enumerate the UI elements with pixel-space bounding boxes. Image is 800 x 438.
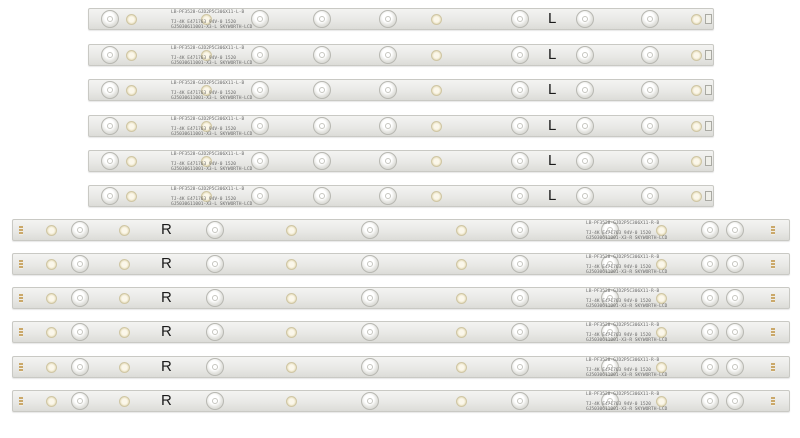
right-led-strip <box>12 219 790 241</box>
strip-part-text: GJ5030611001-X3-L SKYWORTH-LCD <box>171 132 253 137</box>
led-lens <box>251 117 269 135</box>
led-chip <box>456 327 467 338</box>
strip-part-text: GJ5030611001-X3-R SKYWORTH-LCD <box>586 373 668 378</box>
led-lens <box>379 117 397 135</box>
side-letter-r: R <box>161 358 172 375</box>
led-lens <box>641 152 659 170</box>
led-chip <box>656 293 667 304</box>
led-chip <box>46 327 57 338</box>
strip-connector <box>705 50 712 60</box>
led-chip <box>46 259 57 270</box>
led-chip <box>126 121 137 132</box>
left-led-strip <box>88 44 714 66</box>
led-lens <box>511 46 529 64</box>
strip-batch-text: TJ-4K E471763 94V-0 1520 <box>171 56 237 61</box>
led-lens <box>251 10 269 28</box>
led-chip <box>431 85 442 96</box>
led-lens <box>511 255 529 273</box>
led-chip <box>456 362 467 373</box>
led-lens <box>726 221 744 239</box>
strip-model-text: LB-PF3528-GJD2P5C306X11-L-B <box>171 10 245 15</box>
side-letter-l: L <box>548 187 557 204</box>
led-chip <box>46 362 57 373</box>
led-lens <box>726 392 744 410</box>
led-lens <box>641 187 659 205</box>
led-lens <box>251 152 269 170</box>
strip-part-text: GJ5030611001-X3-R SKYWORTH-LCD <box>586 407 668 412</box>
strip-model-text: LB-PF3528-GJD2P5C306X11-L-B <box>171 117 245 122</box>
led-lens <box>511 187 529 205</box>
strip-model-text: LB-PF3528-GJD2P5C306X11-R-B <box>586 323 660 328</box>
left-led-strip <box>88 8 714 30</box>
led-lens <box>641 81 659 99</box>
solder-pads <box>19 260 23 269</box>
solder-pads <box>19 294 23 303</box>
led-lens <box>71 358 89 376</box>
led-chip <box>656 327 667 338</box>
led-chip <box>46 396 57 407</box>
led-lens <box>71 323 89 341</box>
strip-model-text: LB-PF3528-GJD2P5C306X11-L-B <box>171 81 245 86</box>
led-chip <box>286 396 297 407</box>
strip-batch-text: TJ-4K E471763 94V-0 1520 <box>171 91 237 96</box>
led-lens <box>361 323 379 341</box>
solder-pads <box>771 226 775 235</box>
led-lens <box>313 81 331 99</box>
side-letter-r: R <box>161 221 172 238</box>
strip-part-text: GJ5030611001-X3-R SKYWORTH-LCD <box>586 338 668 343</box>
led-lens <box>576 81 594 99</box>
strip-part-text: GJ5030611001-X3-R SKYWORTH-LCD <box>586 270 668 275</box>
strip-connector <box>705 191 712 201</box>
solder-pads <box>19 363 23 372</box>
side-letter-l: L <box>548 46 557 63</box>
strip-part-text: GJ5030611001-X3-R SKYWORTH-LCD <box>586 236 668 241</box>
led-chip <box>691 156 702 167</box>
strip-batch-text: TJ-4K E471763 94V-0 1520 <box>586 299 652 304</box>
side-letter-r: R <box>161 392 172 409</box>
led-chip <box>456 225 467 236</box>
left-led-strip <box>88 115 714 137</box>
led-lens <box>313 46 331 64</box>
side-letter-l: L <box>548 117 557 134</box>
led-lens <box>313 117 331 135</box>
led-lens <box>379 187 397 205</box>
led-chip <box>431 191 442 202</box>
strip-model-text: LB-PF3528-GJD2P5C306X11-R-B <box>586 289 660 294</box>
strip-batch-text: TJ-4K E471763 94V-0 1520 <box>586 402 652 407</box>
led-lens <box>206 392 224 410</box>
led-lens <box>101 10 119 28</box>
led-lens <box>641 117 659 135</box>
led-lens <box>71 392 89 410</box>
strip-model-text: LB-PF3528-GJD2P5C306X11-L-B <box>171 152 245 157</box>
led-lens <box>251 187 269 205</box>
led-lens <box>361 289 379 307</box>
led-lens <box>511 358 529 376</box>
strip-part-text: GJ5030611001-X3-L SKYWORTH-LCD <box>171 25 253 30</box>
led-chip <box>126 14 137 25</box>
led-lens <box>361 255 379 273</box>
led-chip <box>119 293 130 304</box>
strip-batch-text: TJ-4K E471763 94V-0 1520 <box>586 265 652 270</box>
led-chip <box>119 259 130 270</box>
strip-part-text: GJ5030611001-X3-R SKYWORTH-LCD <box>586 304 668 309</box>
led-lens <box>726 358 744 376</box>
strip-part-text: GJ5030611001-X3-L SKYWORTH-LCD <box>171 202 253 207</box>
solder-pads <box>19 226 23 235</box>
right-led-strip <box>12 287 790 309</box>
solder-pads <box>19 397 23 406</box>
strip-batch-text: TJ-4K E471763 94V-0 1520 <box>586 368 652 373</box>
led-chip <box>286 293 297 304</box>
led-lens <box>576 152 594 170</box>
led-lens <box>701 323 719 341</box>
strip-model-text: LB-PF3528-GJD2P5C306X11-L-B <box>171 187 245 192</box>
led-chip <box>691 121 702 132</box>
led-lens <box>361 221 379 239</box>
side-letter-r: R <box>161 255 172 272</box>
strip-batch-text: TJ-4K E471763 94V-0 1520 <box>171 197 237 202</box>
led-lens <box>361 358 379 376</box>
led-lens <box>576 187 594 205</box>
strip-part-text: GJ5030611001-X3-L SKYWORTH-LCD <box>171 61 253 66</box>
led-chip <box>126 50 137 61</box>
led-chip <box>431 156 442 167</box>
led-lens <box>313 152 331 170</box>
solder-pads <box>771 260 775 269</box>
strip-batch-text: TJ-4K E471763 94V-0 1520 <box>171 162 237 167</box>
led-lens <box>71 289 89 307</box>
led-lens <box>206 255 224 273</box>
led-lens <box>701 221 719 239</box>
side-letter-l: L <box>548 10 557 27</box>
led-lens <box>379 152 397 170</box>
led-chip <box>126 85 137 96</box>
led-lens <box>71 255 89 273</box>
side-letter-r: R <box>161 289 172 306</box>
strip-model-text: LB-PF3528-GJD2P5C306X11-R-B <box>586 255 660 260</box>
strip-batch-text: TJ-4K E471763 94V-0 1520 <box>171 20 237 25</box>
strip-connector <box>705 14 712 24</box>
right-led-strip <box>12 321 790 343</box>
led-chip <box>126 156 137 167</box>
led-lens <box>361 392 379 410</box>
side-letter-l: L <box>548 152 557 169</box>
strip-batch-text: TJ-4K E471763 94V-0 1520 <box>586 333 652 338</box>
led-chip <box>456 396 467 407</box>
led-lens <box>511 323 529 341</box>
led-lens <box>701 289 719 307</box>
led-lens <box>313 187 331 205</box>
strip-model-text: LB-PF3528-GJD2P5C306X11-R-B <box>586 221 660 226</box>
left-led-strip <box>88 185 714 207</box>
led-chip <box>456 259 467 270</box>
led-lens <box>511 392 529 410</box>
solder-pads <box>771 294 775 303</box>
led-chip <box>656 362 667 373</box>
led-chip <box>656 396 667 407</box>
led-lens <box>251 46 269 64</box>
led-lens <box>101 187 119 205</box>
side-letter-r: R <box>161 323 172 340</box>
led-lens <box>641 10 659 28</box>
led-lens <box>206 358 224 376</box>
led-lens <box>511 81 529 99</box>
led-lens <box>206 289 224 307</box>
right-led-strip <box>12 253 790 275</box>
led-lens <box>576 46 594 64</box>
led-chip <box>431 50 442 61</box>
led-chip <box>286 362 297 373</box>
strip-batch-text: TJ-4K E471763 94V-0 1520 <box>171 127 237 132</box>
strip-part-text: GJ5030611001-X3-L SKYWORTH-LCD <box>171 96 253 101</box>
led-lens <box>101 152 119 170</box>
led-lens <box>641 46 659 64</box>
led-chip <box>119 327 130 338</box>
led-lens <box>379 81 397 99</box>
led-lens <box>576 10 594 28</box>
led-lens <box>206 323 224 341</box>
led-lens <box>313 10 331 28</box>
solder-pads <box>771 363 775 372</box>
led-lens <box>511 10 529 28</box>
led-lens <box>726 323 744 341</box>
led-chip <box>691 14 702 25</box>
side-letter-l: L <box>548 81 557 98</box>
strip-batch-text: TJ-4K E471763 94V-0 1520 <box>586 231 652 236</box>
led-lens <box>511 152 529 170</box>
led-lens <box>206 221 224 239</box>
strip-model-text: LB-PF3528-GJD2P5C306X11-R-B <box>586 392 660 397</box>
led-lens <box>701 255 719 273</box>
led-chip <box>456 293 467 304</box>
strip-part-text: GJ5030611001-X3-L SKYWORTH-LCD <box>171 167 253 172</box>
led-chip <box>431 14 442 25</box>
led-lens <box>379 10 397 28</box>
led-chip <box>119 396 130 407</box>
led-lens <box>726 289 744 307</box>
solder-pads <box>771 328 775 337</box>
led-chip <box>286 327 297 338</box>
strip-model-text: LB-PF3528-GJD2P5C306X11-L-B <box>171 46 245 51</box>
left-led-strip <box>88 150 714 172</box>
strip-connector <box>705 85 712 95</box>
solder-pads <box>771 397 775 406</box>
led-lens <box>71 221 89 239</box>
led-lens <box>251 81 269 99</box>
led-lens <box>511 221 529 239</box>
led-chip <box>431 121 442 132</box>
led-lens <box>511 289 529 307</box>
strip-connector <box>705 156 712 166</box>
strip-model-text: LB-PF3528-GJD2P5C306X11-R-B <box>586 358 660 363</box>
led-chip <box>656 259 667 270</box>
led-chip <box>691 50 702 61</box>
led-lens <box>101 81 119 99</box>
strip-connector <box>705 121 712 131</box>
led-lens <box>701 358 719 376</box>
led-chip <box>119 225 130 236</box>
led-lens <box>379 46 397 64</box>
right-led-strip <box>12 390 790 412</box>
led-chip <box>286 225 297 236</box>
led-lens <box>701 392 719 410</box>
led-chip <box>46 293 57 304</box>
led-chip <box>119 362 130 373</box>
led-chip <box>691 191 702 202</box>
led-lens <box>101 46 119 64</box>
led-lens <box>511 117 529 135</box>
led-lens <box>726 255 744 273</box>
led-chip <box>691 85 702 96</box>
led-lens <box>101 117 119 135</box>
solder-pads <box>19 328 23 337</box>
led-chip <box>656 225 667 236</box>
right-led-strip <box>12 356 790 378</box>
led-lens <box>576 117 594 135</box>
led-chip <box>286 259 297 270</box>
led-chip <box>126 191 137 202</box>
led-chip <box>46 225 57 236</box>
left-led-strip <box>88 79 714 101</box>
